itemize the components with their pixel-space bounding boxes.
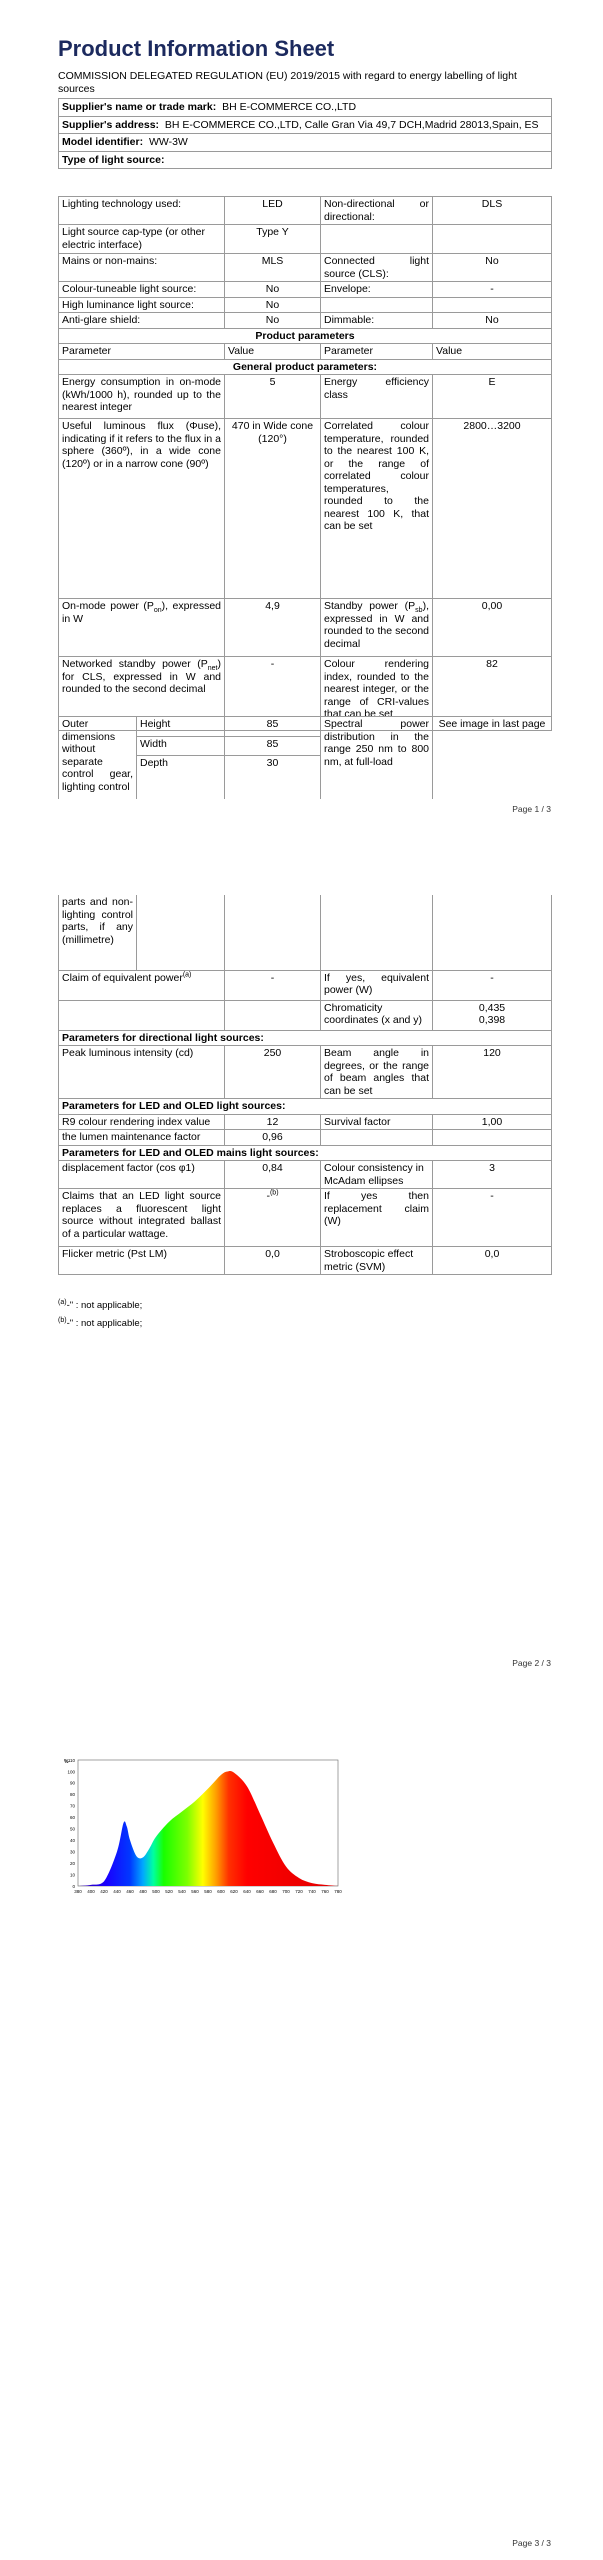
light-source-type-heading: Type of light source: [59,151,552,169]
supplier-name-label: Supplier's name or trade mark: [62,101,217,113]
page-title: Product Information Sheet [58,36,335,61]
type-value: LED [225,197,321,225]
x-tick-label: 700 [282,1889,290,1894]
x-tick-label: 520 [165,1889,173,1894]
y-tick-label: 90 [69,1780,75,1786]
type-label: Lighting technology used: [59,197,225,225]
energy-class-value: E [433,375,552,419]
type-value: Type Y [225,225,321,254]
cri-label: Colour rendering index, rounded to the nearest integer, or the range of CRI-values that can be set [321,657,433,731]
survival-factor-value: 1,00 [433,1114,552,1130]
cct-value: 2800…3200 [433,419,552,599]
y-tick-label: 40 [69,1837,75,1843]
energy-class-label: Energy efficiency class [321,375,433,419]
claim-equivalent-value: - [225,970,321,1000]
height-label: Height [137,717,225,737]
led-replacement-claim-value: -$^{(b)}$ [225,1189,321,1247]
spectral-value: See image in last page [433,717,552,800]
r9-value: 12 [225,1114,321,1130]
model-label: Model identifier: [62,136,144,148]
displacement-factor-label: displacement factor (cos φ1) [59,1161,225,1189]
y-tick-label: 0 [72,1883,75,1889]
x-tick-label: 600 [217,1889,225,1894]
type-value: No [225,313,321,329]
x-tick-label: 620 [230,1889,238,1894]
y-tick-label: 30 [69,1849,75,1855]
x-tick-label: 740 [308,1889,316,1894]
type-row [59,313,552,329]
y-tick-label: 70 [69,1803,75,1809]
colour-consistency-label: Colour consistency in McAdam ellipses [321,1161,433,1189]
colour-consistency-value: 3 [433,1161,552,1189]
type-label: Anti-glare shield: [59,313,225,329]
directional-heading: Parameters for directional light sources: [59,1030,552,1046]
spectrum-area [78,1771,338,1886]
type-value-2: DLS [433,197,552,225]
x-tick-label: 480 [139,1889,147,1894]
model-row [59,134,552,152]
type-value-2: - [433,282,552,298]
type-label-2: Dimmable: [321,313,433,329]
page-footer-2: Page 2 / 3 [512,1658,551,1668]
supplier-address-label: Supplier's address: [62,118,160,131]
equivalent-power-value: - [433,970,552,1000]
led-replacement-claim-label: Claims that an LED light source replaces a fluorescent light source without integrated ballast of a particular wattage. [59,1189,225,1247]
type-label: Colour-tuneable light source: [59,282,225,298]
energy-consumption-value: 5 [225,375,321,419]
dimensions-label-cont: parts and non-lighting control parts, if any (millimetre) [59,895,137,970]
flicker-metric-value: 0,0 [225,1247,321,1275]
onmode-power-label: On-mode power $(P_{on})$, expressed in W [59,599,225,657]
cri-value: 82 [433,657,552,731]
standby-power-label: Standby power $(P_{sb})$, expressed in W and rounded to the second decimal [321,599,433,657]
spectral-chart [58,1752,344,1902]
networked-standby-value: - [225,657,321,731]
type-label: Light source cap-type (or other electric interface) [59,225,225,254]
peak-intensity-label: Peak luminous intensity (cd) [59,1046,225,1099]
x-tick-label: 440 [113,1889,121,1894]
type-value: No [225,297,321,313]
type-row [59,282,552,298]
type-row [59,297,552,313]
type-value-2 [433,225,552,254]
dimensions-label: Outer dimensions without separate control gear, lighting control [59,717,137,800]
equivalent-power-label: If yes, equivalent power (W) [321,970,433,1000]
dimensions-block-top [58,716,551,799]
x-tick-label: 720 [295,1889,303,1894]
page-footer-1: Page 1 / 3 [512,804,551,814]
parameters-table-continued [58,895,552,1275]
chromaticity-value [433,1000,552,1030]
col-value-2: Value [433,344,552,360]
y-tick-label: 80 [69,1792,75,1798]
survival-factor-label: Survival factor [321,1114,433,1130]
page-2 [0,830,603,1690]
claim-equivalent-label: Claim of equivalent power$^{(a)}$ [59,970,225,1000]
onmode-power-value: 4,9 [225,599,321,657]
type-label: Mains or non-mains: [59,254,225,282]
general-heading: General product parameters: [59,359,552,375]
x-tick-label: 500 [152,1889,160,1894]
lumen-maintenance-value: 0,96 [225,1130,321,1146]
x-tick-label: 580 [204,1889,212,1894]
y-tick-label: 60 [69,1815,75,1821]
x-tick-label: 640 [243,1889,251,1894]
x-tick-label: 420 [100,1889,108,1894]
x-tick-label: 780 [334,1889,342,1894]
type-label-2: Connected light source (CLS): [321,254,433,282]
type-row [59,225,552,254]
type-table [58,196,552,731]
type-label: High luminance light source: [59,297,225,313]
col-parameter-2: Parameter [321,344,433,360]
spectral-label: Spectral power distribution in the range 250 nm to 800 nm, at full-load [321,717,433,800]
x-tick-label: 540 [178,1889,186,1894]
flicker-metric-label: Flicker metric (Pst LM) [59,1247,225,1275]
chromaticity-label: Chromaticity coordinates (x and y) [321,1000,433,1030]
type-label-2 [321,225,433,254]
model-value: WW-3W [148,136,188,148]
regulation-text: COMMISSION DELEGATED REGULATION (EU) 2019/2015 with regard to energy labelling of light sources [58,70,517,95]
type-row [59,197,552,225]
page-1 [0,0,603,830]
x-tick-label: 660 [256,1889,264,1894]
x-tick-label: 560 [191,1889,199,1894]
supplier-address-row [59,116,552,134]
mains-heading: Parameters for LED and OLED mains light sources: [59,1145,552,1161]
page-footer-3: Page 3 / 3 [512,2538,551,2548]
stroboscopic-label: Stroboscopic effect metric (SVM) [321,1247,433,1275]
product-parameters-heading: Product parameters [59,328,552,344]
luminous-flux-value: 470 in Wide cone (120°) [225,419,321,599]
x-tick-label: 460 [126,1889,134,1894]
displacement-factor-value: 0,84 [225,1161,321,1189]
r9-label: R9 colour rendering index value [59,1114,225,1130]
energy-consumption-label: Energy consumption in on-mode (kWh/1000 h), rounded up to the nearest integer [59,375,225,419]
type-value-2: No [433,313,552,329]
y-tick-label: 20 [69,1860,75,1866]
note-b: $^{(b)}$-" : not applicable; [58,1316,143,1329]
type-value: MLS [225,254,321,282]
type-row [59,254,552,282]
y-tick-label: 110 [67,1757,75,1763]
width-value: 85 [225,736,321,756]
chromaticity-x: 0,435 [478,1001,506,1014]
x-tick-label: 380 [74,1889,82,1894]
page-3 [0,1690,603,2560]
luminous-flux-label: Useful luminous flux (Φuse), indicating if it refers to the flux in a sphere (360º), in a wide cone (120º) or in a narrow cone (90º) [59,419,225,599]
chromaticity-y: 0,398 [478,1014,506,1026]
type-value-2: No [433,254,552,282]
y-tick-label: 10 [69,1872,75,1878]
replacement-claim-value: - [433,1189,552,1247]
replacement-claim-label: If yes then replacement claim (W) [321,1189,433,1247]
supplier-address-value: BH E-COMMERCE CO.,LTD, Calle Gran Via 49,7 DCH,Madrid 28013,Spain, ES [164,118,539,131]
height-value: 85 [225,717,321,737]
type-label-2: Envelope: [321,282,433,298]
y-axis-label: % [64,1759,69,1765]
col-parameter-1: Parameter [59,344,225,360]
supplier-name-row [59,99,552,117]
type-label-2 [321,297,433,313]
stroboscopic-value: 0,0 [433,1247,552,1275]
y-tick-label: 50 [69,1826,75,1832]
x-tick-label: 400 [87,1889,95,1894]
type-label-2: Non-directional or directional: [321,197,433,225]
supplier-name-value: BH E-COMMERCE CO.,LTD [222,101,357,113]
type-value: No [225,282,321,298]
y-tick-label: 100 [67,1769,75,1775]
depth-label: Depth [137,756,225,800]
beam-angle-value: 120 [433,1046,552,1099]
peak-intensity-value: 250 [225,1046,321,1099]
beam-angle-label: Beam angle in degrees, or the range of beam angles that can be set [321,1046,433,1099]
x-tick-label: 760 [321,1889,329,1894]
supplier-table [58,98,552,169]
depth-value: 30 [225,756,321,800]
led-heading: Parameters for LED and OLED light sources: [59,1099,552,1115]
cct-label: Correlated colour temperature, rounded to the nearest 100 K, or the range of correlated colour temperatures, rounded to the nearest 100 K, that can be set [321,419,433,599]
standby-power-value: 0,00 [433,599,552,657]
networked-standby-label: Networked standby power $(P_{net})$ for CLS, expressed in W and rounded to the second decimal [59,657,225,731]
x-tick-label: 680 [269,1889,277,1894]
col-value-1: Value [225,344,321,360]
note-a: $^{(a)}$-" : not applicable; [58,1298,143,1311]
lumen-maintenance-label: the lumen maintenance factor [59,1130,225,1146]
width-label: Width [137,736,225,756]
type-value-2 [433,297,552,313]
